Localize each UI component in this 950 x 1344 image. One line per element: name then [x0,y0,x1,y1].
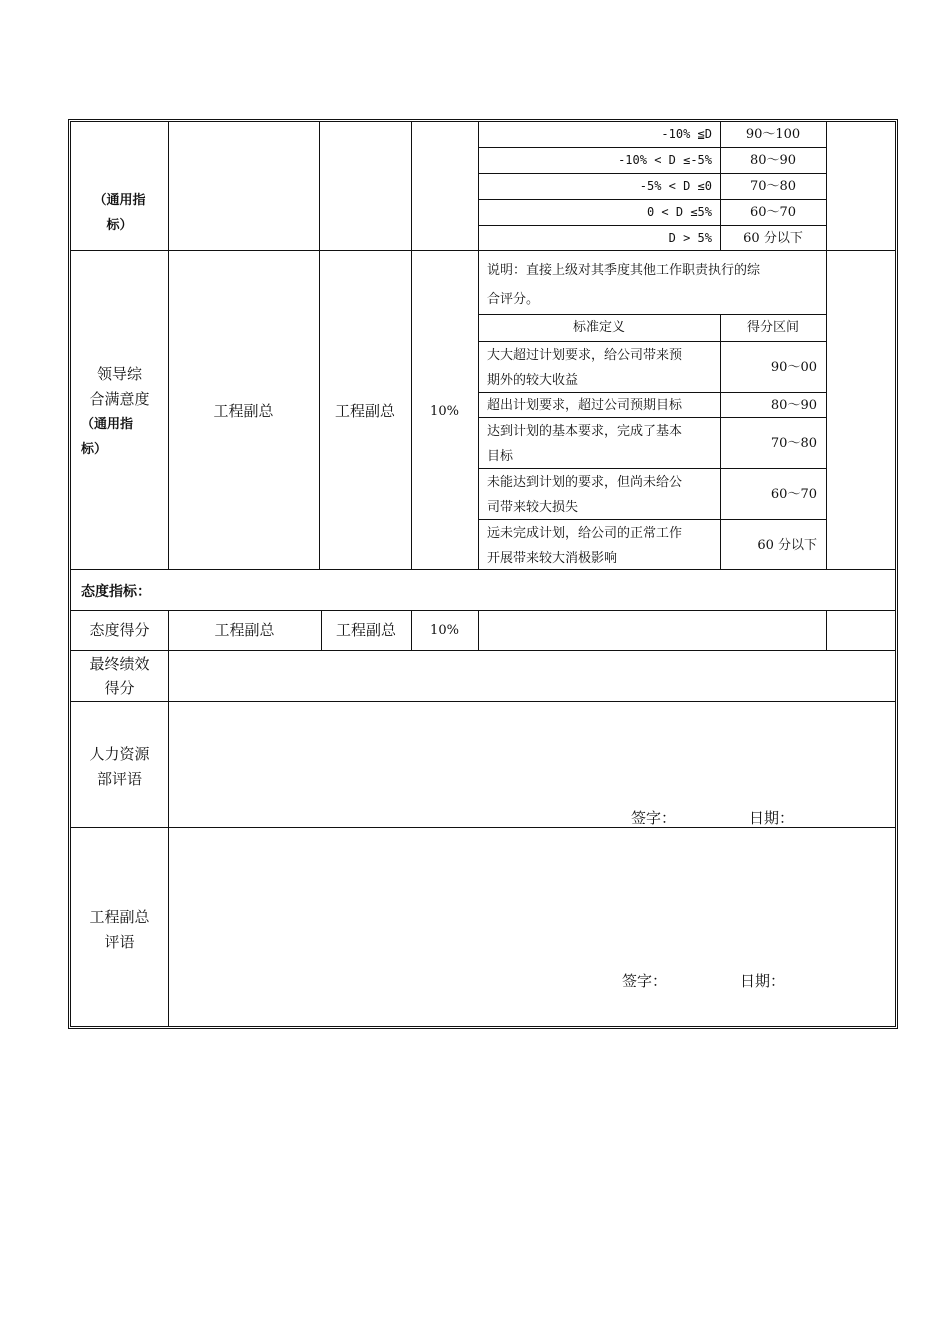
hr-signature-label: 签字： [631,809,677,827]
row-divider [71,569,895,570]
criteria-definition: 超出计划要求，超过公司预期目标 [487,398,683,413]
row-divider [71,701,895,702]
column-divider [319,122,320,569]
header-standard-definition: 标准定义 [572,320,625,335]
criteria-definition: 大大超过计划要求，给公司带来预 期外的较大收益 [487,348,683,388]
criteria-condition: -5% < D ≤0 [639,179,712,193]
vp-signature-label: 签字： [622,972,668,990]
column-divider [411,122,412,569]
hr-comment-label: 人力资源 部评语 [89,745,150,788]
column-divider [826,610,827,650]
criteria-condition: 0 < D ≤5% [646,205,712,219]
attitude-evaluator: 工程副总 [214,621,275,639]
row2-label: 领导综 合满意度 （通用指 标） [81,365,150,457]
attitude-approver: 工程副总 [335,621,396,639]
attitude-section-title: 态度指标： [81,584,151,600]
column-divider [478,610,479,650]
criteria-score: 80～90 [749,153,797,168]
criteria-definition: 远未完成计划，给公司的正常工作 开展带来较大消极影响 [487,526,683,566]
criteria-score: 60 分以下 [743,231,803,246]
criteria-divider [478,341,826,342]
criteria-condition: D > 5% [668,231,712,245]
column-divider [168,610,169,1026]
row-divider [71,650,895,651]
criteria-definition: 达到计划的基本要求，完成了基本 目标 [487,424,683,464]
criteria-score: 80～90 [770,398,817,413]
row2-note: 说明：直接上级对其季度其他工作职责执行的综 合评分。 [487,263,761,307]
column-divider [826,122,827,569]
criteria-score: 90～00 [770,360,817,375]
row-divider [71,610,895,611]
criteria-score: 60～70 [749,205,797,220]
criteria-condition: -10% < D ≤-5% [618,153,712,167]
criteria-definition: 未能达到计划的要求，但尚未给公 司带来较大损失 [487,475,683,515]
attitude-weight: 10% [430,623,459,638]
criteria-score: 70～80 [770,436,817,451]
column-divider [168,122,169,569]
header-score-range: 得分区间 [746,320,799,335]
row1-label: （通用指 标） [93,193,146,233]
vp-comment-label: 工程副总 评语 [89,908,150,951]
attitude-label: 态度得分 [89,621,150,639]
criteria-score: 90～100 [745,127,801,142]
criteria-score: 60～70 [770,487,817,502]
criteria-score: 60 分以下 [757,538,817,553]
final-score-label: 最终绩效 得分 [89,655,150,697]
row2-approver: 工程副总 [334,402,395,420]
row2-weight: 10% [430,404,459,419]
appraisal-form-table [68,119,898,1029]
hr-date-label: 日期： [749,809,795,827]
criteria-condition: -10% ≦D [661,127,712,141]
row2-evaluator: 工程副总 [213,402,274,420]
criteria-score: 70～80 [749,179,797,194]
vp-date-label: 日期： [740,972,786,990]
